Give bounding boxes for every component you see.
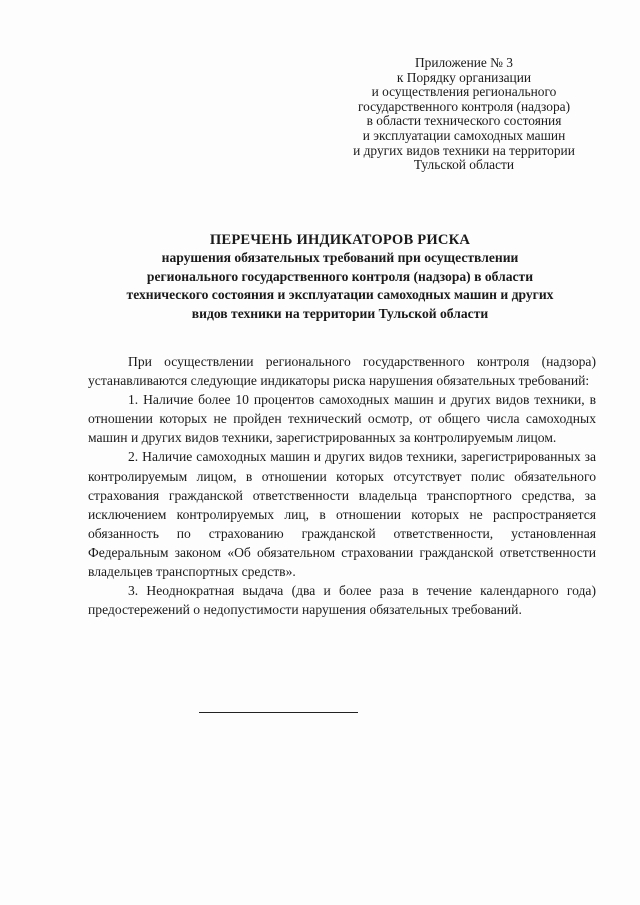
intro-paragraph: При осуществлении регионального государственного контроля (надзора) устанавливаются следующие индикаторы риска нарушения обязательных требований:: [88, 354, 596, 389]
document-title: [80, 232, 600, 323]
subtitle-line: видов техники на территории Тульской области: [191, 305, 489, 321]
appendix-header: [332, 56, 596, 173]
appendix-line: Тульской области: [413, 157, 515, 173]
appendix-line: в области технического состояния: [366, 113, 562, 129]
appendix-line: к Порядку организации: [396, 69, 532, 85]
subtitle-line: нарушения обязательных требований при осуществлении: [161, 250, 519, 265]
end-divider-line: [199, 712, 358, 713]
appendix-line: Приложение № 3: [414, 55, 514, 70]
title-main: ПЕРЕЧЕНЬ ИНДИКАТОРОВ РИСКА: [209, 232, 471, 248]
appendix-line: государственного контроля (надзора): [357, 98, 571, 114]
document-body: [88, 352, 596, 619]
subtitle-line: технического состояния и эксплуатации самоходных машин и других: [126, 287, 554, 302]
appendix-line: и других видов техники на территории: [353, 142, 575, 158]
subtitle-line: регионального государственного контроля (надзора) в области: [146, 268, 534, 284]
indicator-item-1: 1. Наличие более 10 процентов самоходных машин и других видов техники, в отношении которых не пройден технический осмотр, от общего числа самоходных машин и других видов техники, зарегистрированных за контролируемым лицом.: [88, 392, 596, 446]
title-subtitle: [80, 249, 600, 323]
appendix-line: и эксплуатации самоходных машин: [362, 127, 566, 143]
indicator-item-3: 3. Неоднократная выдача (два и более раза в течение календарного года) предостережений о недопустимости нарушения обязательных требований.: [88, 583, 596, 618]
indicator-item-2: 2. Наличие самоходных машин и других видов техники, зарегистрированных за контролируемым лицом, в отношении которых отсутствует полис обязательного страхования гражданской ответственности владельца транспортного средства, за исключением контролируемых лиц, в отношении которых не распространяется обязанность по страхованию гражданской ответственности, установленная Федеральным законом «Об обязательном страховании гражданской ответственности владельцев транспортных средств».: [88, 449, 596, 580]
appendix-line: и осуществления регионального: [371, 84, 557, 100]
